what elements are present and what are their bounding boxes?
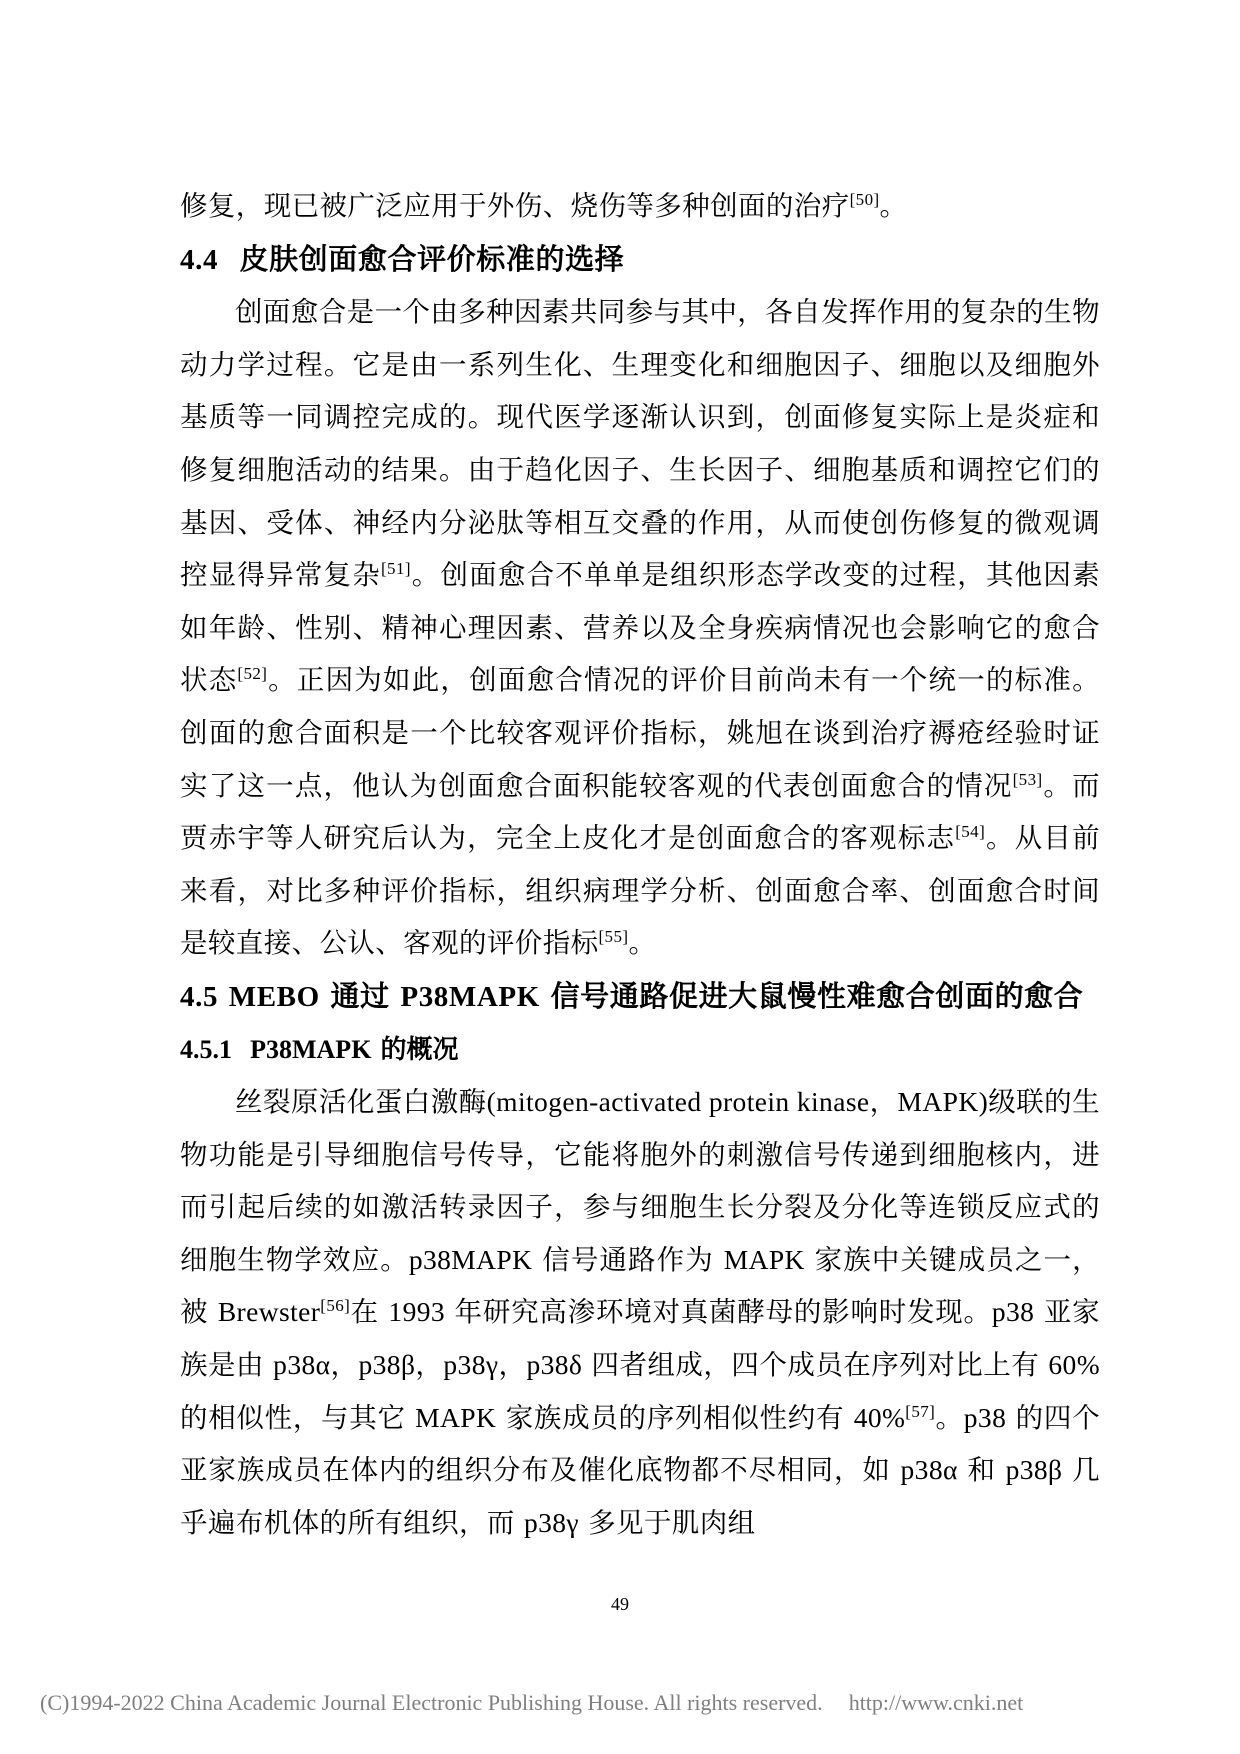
paragraph-wound-healing: 创面愈合是一个由多种因素共同参与其中，各自发挥作用的复杂的生物动力学过程。它是由一系列生化、生理变化和细胞因子、细胞以及细胞外基质等一同调控完成的。现代医学逐渐认识到，创面修复实际上是炎症和修复细胞活动的结果。由于趋化因子、生长因子、细胞基质和调控它们的基因、受体、神经内分泌肽等相互交叠的作用，从而使创伤修复的微观调控显得异常复杂[51]。创面愈合不单单是组织形态学改变的过程，其他因素如年龄、性别、精神心理因素、营养以及全身疾病情况也会影响它的愈合状态[52]。正因为如此，创面愈合情况的评价目前尚未有一个统一的标准。创面的愈合面积是一个比较客观评价指标，姚旭在谈到治疗褥疮经验时证实了这一点，他认为创面愈合面积能较客观的代表创面愈合的情况[53]。而贾赤宇等人研究后认为，完全上皮化才是创面愈合的客观标志[54]。从目前来看，对比多种评价指标，组织病理学分析、创面愈合率、创面愈合时间是较直接、公认、客观的评价指标[55]。 <box>180 296 1100 960</box>
paragraph-p38mapk: 丝裂原活化蛋白激酶(mitogen-activated protein kinase，MAPK)级联的生物功能是引导细胞信号传导，它能将胞外的刺激信号传递到细胞核内，进而引起后续的如激活转录因子，参与细胞生长分裂及分化等连锁反应式的细胞生物学效应。p38MAPK 信号通路作为 MAPK 家族中关键成员之一，被 Brewster[56]在 1993 年研究高渗环境对真菌酵母的影响时发现。p38 亚家族是由 p38α，p38β，p38γ，p38δ 四者组成，四个成员在序列对比上有 60%的相似性，与其它 MAPK 家族成员的序列相似性约有 40%[57]。p38 的四个亚家族成员在体内的组织分布及催化底物都不尽相同，如 p38α 和 p38β 几乎遍布机体的所有组织，而 p38γ 多见于肌肉组 <box>180 1086 1101 1539</box>
citation-57: [57] <box>905 1401 936 1421</box>
section-heading-4-4: 4.4 皮肤创面愈合评价标准的选择 <box>180 241 625 276</box>
citation-50: [50] <box>849 189 880 209</box>
section-heading-4-5: 4.5 MEBO 通过 P38MAPK 信号通路促进大鼠慢性难愈合创面的愈合 <box>180 978 1084 1013</box>
cnki-url: http://www.cnki.net <box>848 1690 1024 1715</box>
paragraph-continuation: 修复，现已被广泛应用于外伤、烧伤等多种创面的治疗[50]。 <box>180 189 908 222</box>
subsection-heading-4-5-1: 4.5.1 P38MAPK 的概况 <box>180 1034 459 1065</box>
copyright-text: (C)1994-2022 China Academic Journal Electronic Publishing House. All rights reserved. <box>40 1690 823 1715</box>
citation-53: [53] <box>1012 769 1043 789</box>
citation-55: [55] <box>598 927 629 947</box>
page-number: 49 <box>611 1594 629 1614</box>
citation-56: [56] <box>320 1296 351 1316</box>
citation-52: [52] <box>237 664 268 684</box>
citation-54: [54] <box>955 821 986 841</box>
body-text <box>180 180 1100 1549</box>
citation-51: [51] <box>380 558 411 578</box>
copyright-footer <box>40 1690 1240 1716</box>
